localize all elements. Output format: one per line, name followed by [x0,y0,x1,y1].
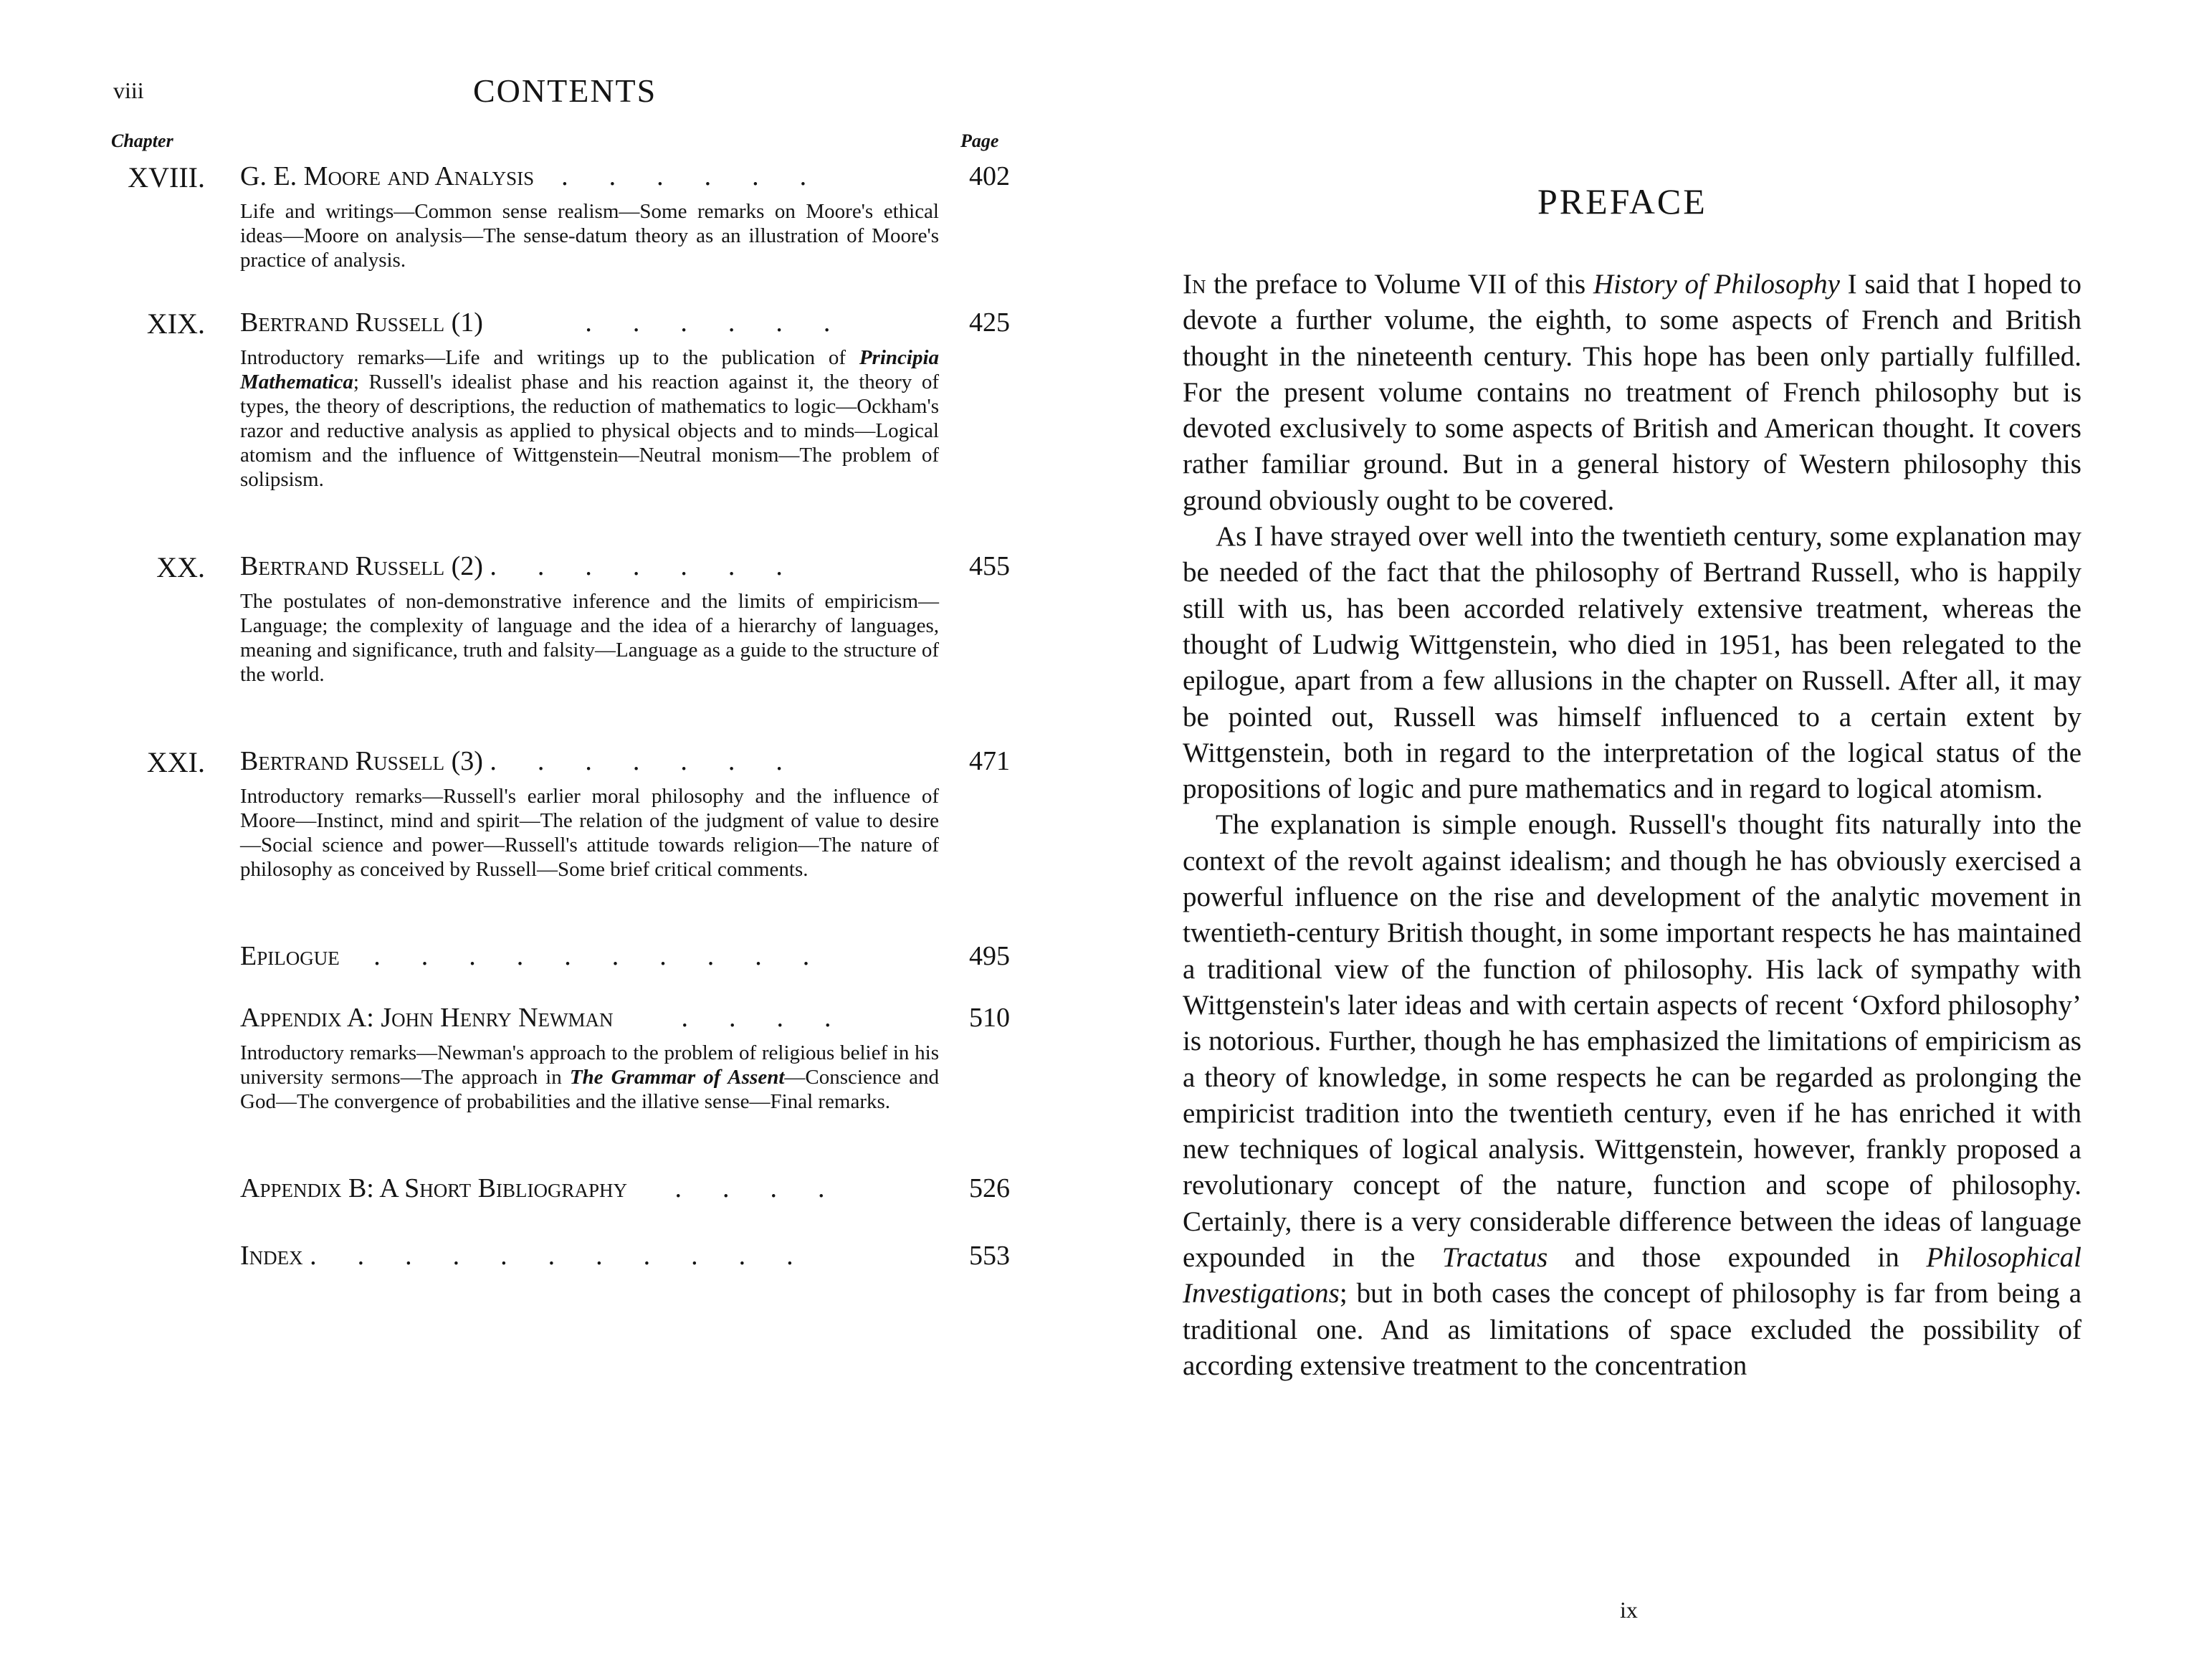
chapter-column-label: Chapter [111,130,173,151]
page-ref: 526 [969,1173,1010,1203]
preface-paragraph-1 [1183,267,2081,519]
preface-page [1147,0,2189,1680]
dot-leaders: . . . . . . [482,307,831,338]
page-ref: 425 [969,307,1010,338]
dot-leaders: . . . . . . . . . . . [302,1241,793,1271]
summary-text: —Conscience and God—The convergence of probabilities and the illative sense—Final remarks. [240,1066,939,1113]
chapter-number: XXI. [146,746,205,778]
paragraph-text: and those expounded in [1547,1242,1927,1274]
page-number-left: viii [113,77,144,103]
chapter-title [240,307,957,338]
chapter-summary [240,1041,939,1114]
page-ref: 471 [969,746,1010,776]
dot-leaders: . . . . . . . [482,746,783,776]
paragraph-text: I said that I hoped to devote a further volume, the eighth, to some aspects of French and British thought in the nineteenth century. This hope has been only partially fulfilled. For the present volume contains no treatment of French philosophy but is devoted exclusively to some aspects of British and American thought. It covers rather familiar ground. But in a general history of Western philosophy this ground obviously ought to be covered. [1183,269,2081,516]
book-title-italic: Philosophical Investigations [1183,1242,2081,1309]
book-title-italic: History of Philosophy [1593,269,1840,300]
opening-word: In [1183,269,1206,300]
chapter-title [240,161,957,192]
summary-italic-title: Principia Mathematica [240,346,939,393]
chapter-summary: Life and writings—Common sense realism—Some remarks on Moore's ethical ideas—Moore on analysis—The sense-datum theory as an illustration of Moore's practice of analysis. [240,200,939,272]
page-ref: 510 [969,1003,1010,1033]
summary-text: ; Russell's idealist phase and his reaction against it, the theory of types, the theory of descriptions, the reduction of mathematics to logic—Ockham's razor and reductive analysis as applied to physical objects and to minds—Logical atomism and the influence of Wittgenstein—Neutral monism—The problem of solipsism. [240,371,939,491]
chapter-summary [240,345,939,492]
dot-leaders: . . . . [626,1173,825,1203]
chapter-number: XX. [156,551,205,583]
paragraph-text: ; but in both cases the concept of philosophy is far from being a traditional one. And as limitations of space excluded the possibility of according extensive treatment to the concentration [1183,1278,2081,1381]
preface-paragraph-3 [1183,807,2081,1384]
contents-page [0,0,1089,1680]
chapter-title [240,550,957,582]
chapter-title-text: Bertrand Russell (2) [240,551,483,581]
chapter-title [240,1173,957,1204]
paragraph-text: the preface to Volume VII of this [1206,269,1593,300]
chapter-summary: Introductory remarks—Russell's earlier moral philosophy and the influence of Moore—Instinct, mind and spirit—The relation of the judgment of value to desire—Social science and power—Russell's attitude towards religion—The nature of philosophy as conceived by Russell—Some brief critical comments. [240,785,939,881]
page-ref: 455 [969,551,1010,581]
chapter-number: XIX. [146,307,205,340]
chapter-title-text: Epilogue [240,941,340,971]
page-ref: 495 [969,941,1010,971]
summary-text: Introductory remarks—Newman's approach to the problem of religious belief in his university sermons—The approach in [240,1041,939,1089]
book-title-italic: Tractatus [1441,1242,1548,1274]
preface-paragraph-2: As I have strayed over well into the twentieth century, some explanation may be needed of the fact that the philosophy of Bertrand Russell, who is happily still with us, has been accorded relatively extensive treatment, whereas the thought of Ludwig Wittgenstein, who died in 1951, has been relegated to the epilogue, apart from a few allusions in the chapter on Russell. After all, it may be pointed out, Russell was himself influenced to a certain extent by Wittgenstein, both in regard to the interpretation of the logical status of the propositions of logic and pure mathematics and in regard to logical atomism. [1183,521,2081,805]
chapter-title-text: G. E. Moore and Analysis [240,161,535,191]
dot-leaders: . . . . . . . . . . [339,941,810,971]
dot-leaders: . . . . . . . [482,551,783,581]
page-ref: 553 [969,1241,1010,1271]
dot-leaders: . . . . [613,1003,831,1033]
chapter-number: XVIII. [128,161,205,194]
chapter-title-text: Bertrand Russell (1) [240,307,483,338]
chapter-title-text: Appendix B: A Short Bibliography [240,1173,627,1203]
chapter-title [240,745,957,777]
summary-text: Introductory remarks—Life and writings up to the publication of [240,346,859,369]
paragraph-text: The explanation is simple enough. Russell's thought fits naturally into the context of the revolt against idealism; and though he has obviously exercised a powerful influence on the rise and development of the analytic movement in twentieth-century British thought, in some important respects he has maintained a traditional view of the function of philosophy. His lack of sympathy with Wittgenstein's later ideas and with certain aspects of recent ‘Oxford philosophy’ is notorious. Further, though he has emphasized the limitations of empiricism as a theory of knowledge, in some respects he can be regarded as prolonging the empiricist tradition into the twentieth century, even if he has enriched it with new techniques of logical analysis. Wittgenstein, however, frankly proposed a revolutionary concept of the nature, function and scope of philosophy. Certainly, there is a very considerable difference between the ideas of language expounded in the [1183,809,2081,1274]
chapter-title-text: Index [240,1241,303,1271]
chapter-title [240,940,957,972]
chapter-title-text: Appendix A: John Henry Newman [240,1003,614,1033]
chapter-title [240,1002,957,1034]
page-number-right: ix [1620,1597,1638,1623]
summary-italic-title: The Grammar of Assent [569,1066,785,1089]
preface-body [1183,267,2081,1384]
dot-leaders: . . . . . . [534,161,807,191]
chapter-title-text: Bertrand Russell (3) [240,746,483,776]
preface-heading: PREFACE [1537,181,1707,221]
contents-heading: CONTENTS [473,72,657,109]
chapter-title [240,1240,957,1271]
page-ref: 402 [969,161,1010,191]
page-column-label: Page [960,130,999,151]
chapter-summary: The postulates of non-demonstrative inference and the limits of empiricism—Language; the complexity of language and the idea of a hierarchy of languages, meaning and significance, truth and falsity—Language as a guide to the structure of the world. [240,590,939,686]
